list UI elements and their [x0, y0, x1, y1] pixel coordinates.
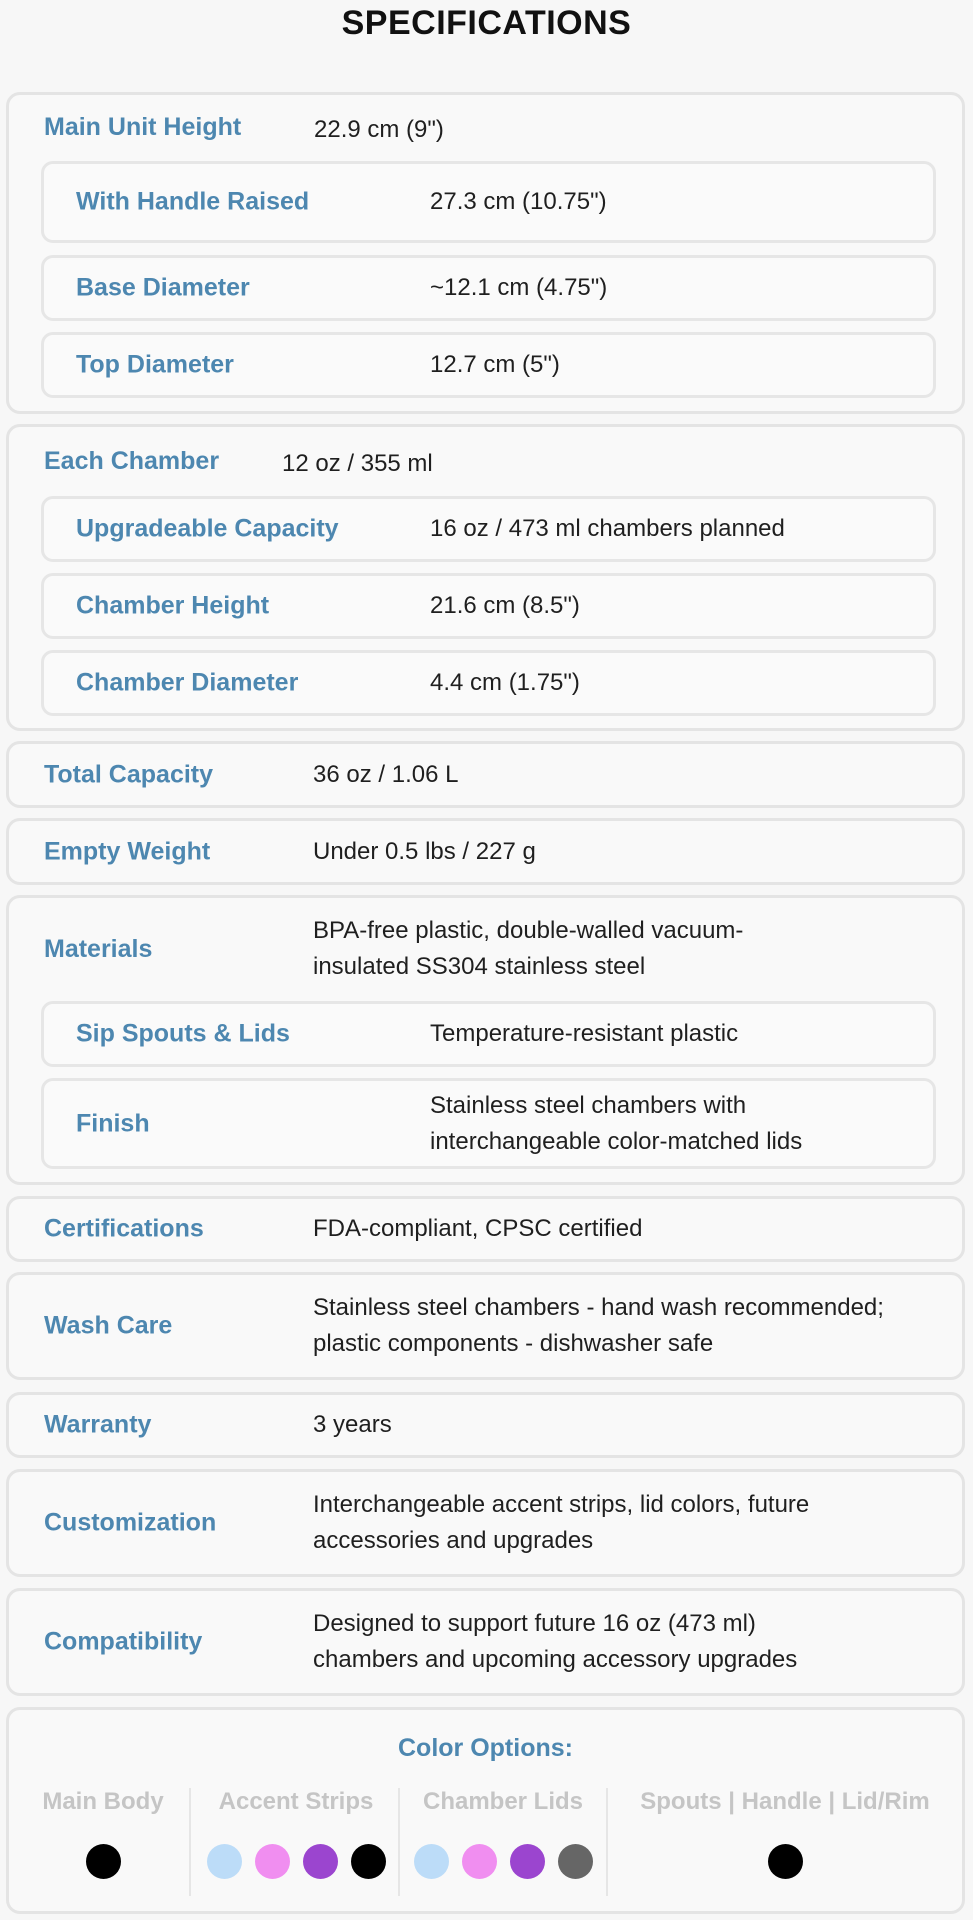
spec-value: 36 oz / 1.06 L: [313, 760, 459, 788]
swatch-list: [608, 1844, 962, 1879]
color-swatch[interactable]: [768, 1844, 803, 1879]
color-group-main-body: [13, 1788, 193, 1898]
spec-value: 22.9 cm (9"): [314, 116, 444, 143]
spec-label: Materials: [44, 935, 153, 963]
spec-label: Each Chamber: [44, 447, 220, 475]
color-group-label: Spouts | Handle | Lid/Rim: [640, 1788, 930, 1815]
page-title: SPECIFICATIONS: [341, 4, 632, 42]
spec-label: Certifications: [44, 1214, 204, 1243]
spec-value-line: Designed to support future 16 oz (473 ml): [313, 1610, 756, 1637]
spec-card-compatibility: [6, 1588, 965, 1696]
sub-spec-sip-spouts: [41, 1001, 936, 1067]
spec-card-main-unit: [6, 92, 965, 414]
spec-label: Wash Care: [44, 1311, 173, 1340]
spec-value: FDA-compliant, CPSC certified: [313, 1215, 643, 1242]
sub-spec-upgradeable-capacity: [41, 496, 936, 562]
color-swatch[interactable]: [351, 1844, 386, 1879]
color-swatch[interactable]: [462, 1844, 497, 1879]
sub-spec-finish: [41, 1078, 936, 1169]
group-divider: [189, 1788, 191, 1896]
spec-card-empty-weight: [6, 818, 965, 885]
color-swatch[interactable]: [303, 1844, 338, 1879]
sub-spec-value: [430, 1088, 802, 1160]
color-group-label: Accent Strips: [218, 1788, 374, 1815]
sub-spec-base-diameter: [41, 255, 936, 321]
spec-value-line: accessories and upgrades: [313, 1527, 594, 1554]
spec-value: [313, 913, 743, 985]
spec-value-line: BPA-free plastic, double-walled vacuum-: [313, 917, 744, 944]
color-options-title: Color Options:: [398, 1734, 573, 1762]
sub-spec-value: 4.4 cm (1.75"): [430, 669, 580, 696]
spec-card-total-capacity: [6, 741, 965, 808]
color-swatch[interactable]: [558, 1844, 593, 1879]
sub-spec-label: Chamber Diameter: [76, 668, 299, 697]
color-group-label: Chamber Lids: [422, 1788, 584, 1815]
spec-label: Customization: [44, 1508, 217, 1537]
color-swatch[interactable]: [510, 1844, 545, 1879]
color-group-label: Main Body: [42, 1788, 164, 1815]
color-group-chamber-lids: [400, 1788, 606, 1898]
sub-spec-value: 16 oz / 473 ml chambers planned: [430, 515, 785, 542]
sub-spec-label: With Handle Raised: [76, 187, 310, 216]
sub-spec-value: ~12.1 cm (4.75"): [430, 274, 608, 301]
sub-spec-label: Upgradeable Capacity: [76, 514, 339, 543]
spec-card-chamber: [6, 424, 965, 731]
spec-card-warranty: [6, 1392, 965, 1458]
color-swatch[interactable]: [86, 1844, 121, 1879]
spec-card-customization: [6, 1469, 965, 1577]
spec-label: Total Capacity: [44, 760, 214, 788]
spec-value-line: Stainless steel chambers - hand wash recommended;: [313, 1294, 884, 1321]
spec-card-materials: [6, 895, 965, 1185]
sub-spec-chamber-height: [41, 573, 936, 639]
sub-spec-label: Finish: [76, 1109, 150, 1137]
color-swatch[interactable]: [207, 1844, 242, 1879]
sub-spec-value: 12.7 cm (5"): [430, 351, 560, 378]
spec-value-line: insulated SS304 stainless steel: [313, 953, 646, 980]
swatch-list: [193, 1844, 399, 1879]
color-swatch[interactable]: [414, 1844, 449, 1879]
spec-value: [313, 1606, 797, 1678]
spec-value-line: chambers and upcoming accessory upgrades: [313, 1646, 798, 1673]
color-swatch[interactable]: [255, 1844, 290, 1879]
spec-value-line: Interchangeable accent strips, lid colors, future: [313, 1491, 810, 1518]
sub-spec-value-line: Stainless steel chambers with: [430, 1091, 747, 1119]
spec-card-wash-care: [6, 1272, 965, 1380]
sub-spec-top-diameter: [41, 332, 936, 398]
color-options-card: [6, 1707, 965, 1914]
color-group-spouts-handle-lid: [608, 1788, 962, 1898]
spec-label: Main Unit Height: [44, 113, 242, 141]
swatch-list: [13, 1844, 193, 1879]
spec-value-line: plastic components - dishwasher safe: [313, 1330, 714, 1357]
sub-spec-chamber-diameter: [41, 650, 936, 716]
sub-spec-with-handle: [41, 161, 936, 243]
sub-spec-value: Temperature-resistant plastic: [430, 1020, 739, 1047]
spec-label: Compatibility: [44, 1627, 203, 1656]
spec-value: 12 oz / 355 ml: [282, 450, 433, 477]
spec-value: [313, 1487, 809, 1559]
spec-label: Warranty: [44, 1410, 152, 1439]
sub-spec-value: 21.6 cm (8.5"): [430, 592, 580, 619]
spec-card-certifications: [6, 1196, 965, 1262]
sub-spec-value-line: interchangeable color-matched lids: [430, 1127, 803, 1155]
sub-spec-label: Chamber Height: [76, 591, 270, 620]
swatch-list: [400, 1844, 606, 1879]
sub-spec-label: Sip Spouts & Lids: [76, 1019, 290, 1048]
spec-value: 3 years: [313, 1411, 392, 1438]
sub-spec-value: 27.3 cm (10.75"): [430, 188, 607, 215]
sub-spec-label: Base Diameter: [76, 273, 250, 302]
spec-value: [313, 1290, 884, 1362]
spec-label: Empty Weight: [44, 837, 211, 865]
sub-spec-label: Top Diameter: [76, 350, 234, 379]
color-group-accent-strips: [193, 1788, 399, 1898]
spec-value: Under 0.5 lbs / 227 g: [313, 837, 536, 865]
